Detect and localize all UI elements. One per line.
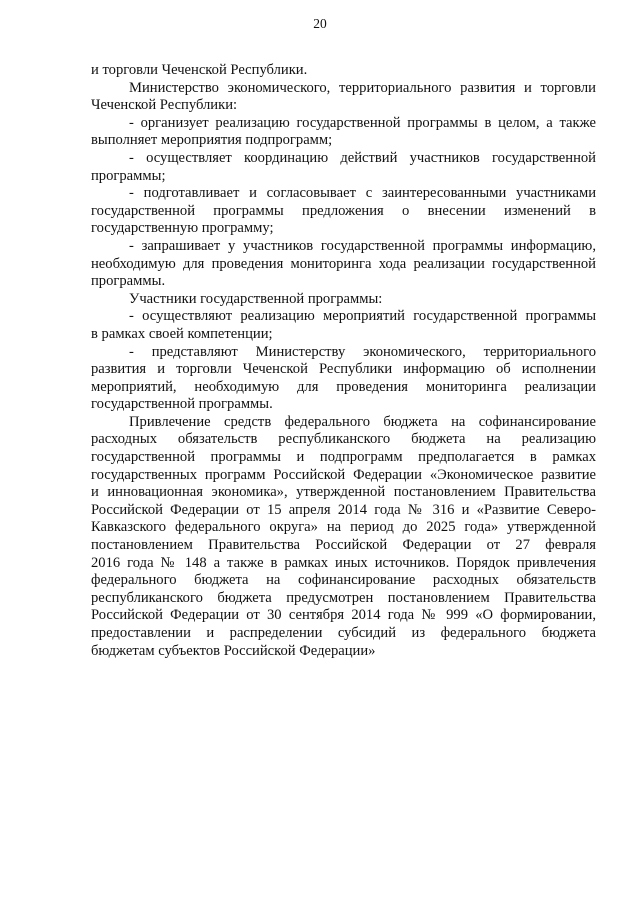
text-line: и инновационная экономика», утвержденной постановлением Правительства xyxy=(91,484,596,501)
text-line: и торговли Чеченской Республики. xyxy=(91,62,308,78)
text-line: - осуществляют реализацию мероприятий государственной программы xyxy=(129,308,596,325)
text-line: Участники государственной программы: xyxy=(129,290,383,307)
text-line: бюджетам субъектов Российской Федерации» xyxy=(91,642,376,659)
text-line: развития и торговли Чеченской Республики информацию об исполнении xyxy=(91,361,596,378)
text-line: необходимую для проведения мониторинга хода реализации государственной xyxy=(91,255,596,272)
text-line: Чеченской Республики: xyxy=(91,97,238,114)
text-line: программы; xyxy=(91,167,166,184)
text-line: - представляют Министерству экономического, территориального xyxy=(129,343,596,360)
text-line: программы. xyxy=(91,273,166,290)
text-line: - запрашивает у участников государственной программы информацию, xyxy=(129,237,596,254)
text-line: государственную программу; xyxy=(91,220,274,237)
page-number: 20 xyxy=(313,16,327,31)
text-line: - организует реализацию государственной программы в целом, а также xyxy=(129,114,596,131)
text-line: Российской Федерации от 15 апреля 2014 года № 316 и «Развитие Северо- xyxy=(91,501,596,518)
document-body xyxy=(91,62,596,660)
text-line: государственной программы предложения о внесении изменений в xyxy=(91,202,596,219)
text-line: Министерство экономического, территориального развития и торговли xyxy=(129,79,596,96)
text-line: - подготавливает и согласовывает с заинтересованными участниками xyxy=(129,185,596,202)
text-line: Российской Федерации от 30 сентября 2014 года № 999 «О формировании, xyxy=(91,607,596,624)
text-line: в рамках своей компетенции; xyxy=(91,325,273,342)
text-line: государственной программы. xyxy=(91,396,273,413)
text-line: постановлением Правительства Российской Федерации от 27 февраля xyxy=(91,537,596,554)
text-line: - осуществляет координацию действий участников государственной xyxy=(129,149,596,166)
text-line: республиканского бюджета предусмотрен постановлением Правительства xyxy=(91,589,596,606)
text-line: Кавказского федерального округа» на период до 2025 года» утвержденной xyxy=(91,519,596,536)
text-line: Привлечение средств федерального бюджета на софинансирование xyxy=(129,413,596,430)
text-line: государственной программы и подпрограмм предполагается в рамках xyxy=(91,449,596,466)
text-line: федерального бюджета на софинансирование расходных обязательств xyxy=(91,572,596,589)
text-line: 2016 года № 148 а также в рамках иных источников. Порядок привлечения xyxy=(91,554,596,571)
text-line: предоставлении и распределении субсидий из федерального бюджета xyxy=(91,625,596,641)
text-line: выполняет мероприятия подпрограмм; xyxy=(91,132,333,149)
text-line: мероприятий, необходимую для проведения мониторинга реализации xyxy=(91,378,596,395)
text-line: расходных обязательств республиканского бюджета на реализацию xyxy=(91,431,596,448)
text-line: государственных программ Российской Федерации «Экономическое развитие xyxy=(91,466,596,483)
